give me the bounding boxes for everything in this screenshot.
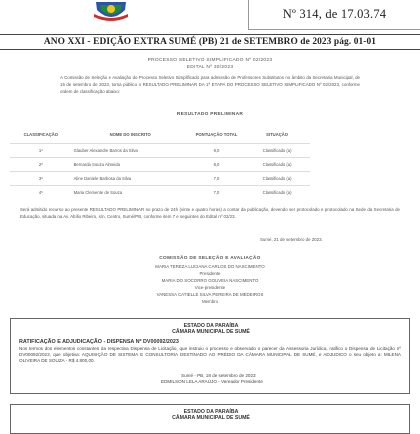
- result-heading: RESULTADO PRELIMINAR: [176, 112, 244, 117]
- box-state: ESTADO DA PARAÍBA: [183, 323, 239, 329]
- member-1: [120, 264, 300, 277]
- box-signature-date: Sumé - PB, 18 de setembro de 2023: [181, 373, 256, 378]
- coat-of-arms-logo: [92, 0, 130, 22]
- box-notice-text: Nos termos dos elementos constantes da respectiva Dispensa de Licitação, que instruiu o processo e observado o parecer da Assessoria Jurídica, ratifico o Dispensa de Licitação nº DV00092/2023, que objetiva: AQUISIÇÃO DE SISTEMA E CONSULTORIA DESTINADO AO PRÉDIO DA CÂMARA MUNICIPAL DE SUMÉ, e ADJUDICO o seu objeto a: MILENA OLIVEIRA DE SOUZA - R$ 4.800,00.: [19, 346, 401, 364]
- box-signer: EDMILSON LELA ARAÚJO - Vereador Presidente: [161, 379, 263, 384]
- member-role: Vice-presidente: [194, 284, 226, 290]
- chamber-notice-box: [10, 404, 410, 434]
- box-notice-title: RATIFICAÇÃO E ADJUDICAÇÃO - DISPENSA Nº DV00092/2023: [19, 339, 179, 345]
- table-header-row: [10, 126, 310, 144]
- notice-intro: A Comissão de Seleção e Avaliação do Processo Seletivo Simplificado para admissão de Professores Substitutos no âmbito da Secretaria Municipal, de 15 de setembro de 2023, torna público o RESULTADO PRELIMINAR DA 1ª ETAPA DO PROCESSO SELETIVO SIMPLIFICADO Nº 02/2023, conforme ordem de classificação abaixo:: [60, 75, 360, 94]
- box-state: ESTADO DA PARAÍBA: [183, 409, 239, 415]
- member-role: Presidente: [199, 270, 221, 276]
- box-chamber: CÂMARA MUNICIPAL DE SUMÉ: [172, 329, 250, 335]
- row-score: 9,0: [189, 144, 244, 158]
- table-row: [10, 172, 310, 186]
- process-title: PROCESSO SELETIVO SIMPLIFICADO Nº 02/2023: [147, 58, 273, 63]
- row-score: 7,0: [189, 186, 244, 200]
- member-name: VANESSA CATIELLE SILVA PEREIRA DE MEDEIROS: [156, 292, 264, 297]
- box-chamber: CÂMARA MUNICIPAL DE SUMÉ: [172, 415, 250, 421]
- commission-title: COMISSÃO DE SELEÇÃO E AVALIAÇÃO: [159, 256, 261, 261]
- member-name: MARIA DO SOCORRO GOUVEIA NASCIMENTO: [161, 278, 259, 283]
- row-classification: 2º: [10, 158, 72, 172]
- row-score: 8,0: [189, 158, 244, 172]
- member-2: [120, 278, 300, 291]
- row-name: Aline Daniele Barbosa da Silva: [72, 172, 189, 186]
- edition-line: ANO XXI - EDIÇÃO EXTRA SUMÉ (PB) 21 de SETEMBRO de 2023 pág. 01-01: [43, 37, 377, 47]
- register-number: Nº 314, de 17.03.74: [282, 7, 387, 21]
- row-classification: 3º: [10, 172, 72, 186]
- header-name: NOME DO INSCRITO: [109, 132, 151, 137]
- row-name: Bernarda Souza Almeida: [72, 158, 189, 172]
- row-status: Classificado (a): [244, 158, 310, 172]
- header-classification: CLASSIFICAÇÃO: [23, 132, 59, 137]
- member-3: [120, 292, 300, 305]
- register-number-box: [248, 0, 420, 30]
- header-score: PONTUAÇÃO TOTAL: [195, 132, 238, 137]
- edition-rule: [0, 49, 420, 50]
- header-status: SITUAÇÃO: [266, 132, 289, 137]
- table-row: [10, 186, 310, 200]
- results-table: [10, 126, 310, 200]
- row-status: Classificado (a): [244, 172, 310, 186]
- row-score: 7,0: [189, 172, 244, 186]
- row-status: Classificado (a): [244, 186, 310, 200]
- row-name: Glauber Alexandre Barros da Silva: [72, 144, 189, 158]
- date-line: Sumé, 21 de setembro de 2023.: [260, 237, 323, 242]
- appeal-text: Será admitido recurso ao presente RESULTADO PRELIMINAR no prazo de 24h (vinte e quatro horas) a contar da publicação, devendo ser protocolado e protocolado na Sede da Secretaria de Educação, situada na Av. Abílio Ribeiro, s/n, Centro, Sumé/PB, conforme item 7 e seguintes do Edital nº 02/23.: [20, 207, 400, 219]
- row-classification: 4º: [10, 186, 72, 200]
- table-row: [10, 158, 310, 172]
- top-rule: [0, 34, 420, 35]
- member-name: MARIA TEREZA LUCIANA CARLOS DO NASCIMENTO: [155, 264, 265, 269]
- row-status: Classificado (a): [244, 144, 310, 158]
- row-classification: 1º: [10, 144, 72, 158]
- edital-number: EDITAL Nº 30/2023: [186, 65, 234, 70]
- row-name: Maria Clemente de Souza: [72, 186, 189, 200]
- ratification-notice-box: [10, 318, 410, 394]
- table-row: [10, 144, 310, 158]
- member-role: Membro: [201, 298, 219, 304]
